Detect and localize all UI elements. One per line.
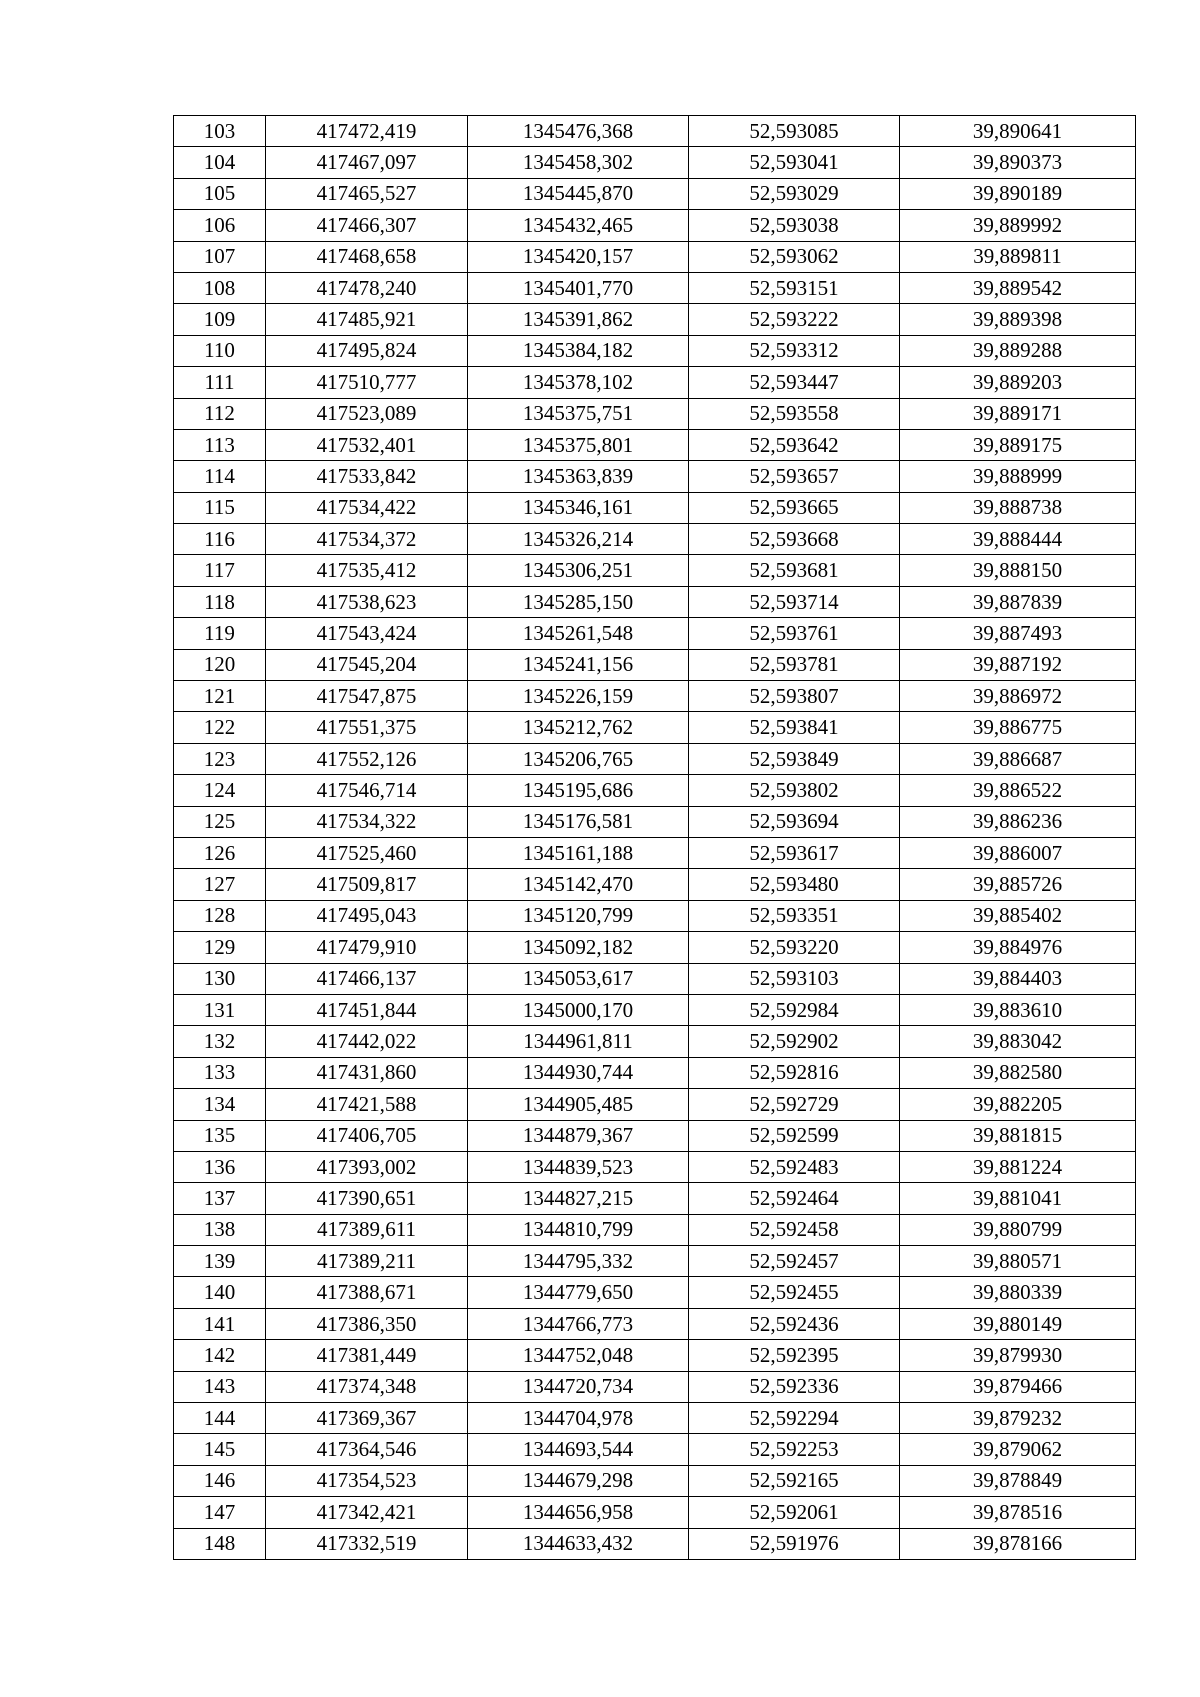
table-row	[174, 712, 1136, 743]
y-coordinate-cell: 1345378,102	[468, 367, 689, 398]
table-row	[174, 1340, 1136, 1371]
latitude-cell: 52,593841	[689, 712, 900, 743]
longitude-cell: 39,886687	[900, 743, 1136, 774]
latitude-cell: 52,592902	[689, 1026, 900, 1057]
y-coordinate-cell: 1345363,839	[468, 461, 689, 492]
longitude-cell: 39,886972	[900, 681, 1136, 712]
longitude-cell: 39,889203	[900, 367, 1136, 398]
latitude-cell: 52,592458	[689, 1214, 900, 1245]
longitude-cell: 39,880339	[900, 1277, 1136, 1308]
x-coordinate-cell: 417533,842	[266, 461, 468, 492]
latitude-cell: 52,593761	[689, 618, 900, 649]
longitude-cell: 39,889811	[900, 241, 1136, 272]
x-coordinate-cell: 417354,523	[266, 1465, 468, 1496]
latitude-cell: 52,592061	[689, 1497, 900, 1528]
y-coordinate-cell: 1345476,368	[468, 116, 689, 147]
table-row	[174, 1214, 1136, 1245]
longitude-cell: 39,887839	[900, 586, 1136, 617]
x-coordinate-cell: 417485,921	[266, 304, 468, 335]
table-row	[174, 272, 1136, 303]
point-number-cell: 134	[174, 1089, 266, 1120]
x-coordinate-cell: 417478,240	[266, 272, 468, 303]
x-coordinate-cell: 417545,204	[266, 649, 468, 680]
longitude-cell: 39,878849	[900, 1465, 1136, 1496]
y-coordinate-cell: 1345458,302	[468, 147, 689, 178]
table-row	[174, 241, 1136, 272]
latitude-cell: 52,592294	[689, 1403, 900, 1434]
point-number-cell: 120	[174, 649, 266, 680]
point-number-cell: 107	[174, 241, 266, 272]
longitude-cell: 39,879930	[900, 1340, 1136, 1371]
point-number-cell: 114	[174, 461, 266, 492]
point-number-cell: 122	[174, 712, 266, 743]
latitude-cell: 52,592395	[689, 1340, 900, 1371]
longitude-cell: 39,886775	[900, 712, 1136, 743]
table-row	[174, 1308, 1136, 1339]
x-coordinate-cell: 417386,350	[266, 1308, 468, 1339]
y-coordinate-cell: 1344679,298	[468, 1465, 689, 1496]
x-coordinate-cell: 417532,401	[266, 429, 468, 460]
latitude-cell: 52,593351	[689, 900, 900, 931]
longitude-cell: 39,890373	[900, 147, 1136, 178]
point-number-cell: 118	[174, 586, 266, 617]
x-coordinate-cell: 417332,519	[266, 1528, 468, 1559]
latitude-cell: 52,592457	[689, 1246, 900, 1277]
table-row	[174, 1465, 1136, 1496]
point-number-cell: 137	[174, 1183, 266, 1214]
table-row	[174, 994, 1136, 1025]
x-coordinate-cell: 417472,419	[266, 116, 468, 147]
y-coordinate-cell: 1344779,650	[468, 1277, 689, 1308]
point-number-cell: 135	[174, 1120, 266, 1151]
latitude-cell: 52,593151	[689, 272, 900, 303]
longitude-cell: 39,879062	[900, 1434, 1136, 1465]
y-coordinate-cell: 1345445,870	[468, 178, 689, 209]
y-coordinate-cell: 1344810,799	[468, 1214, 689, 1245]
table-row	[174, 1403, 1136, 1434]
x-coordinate-cell: 417538,623	[266, 586, 468, 617]
table-row	[174, 1089, 1136, 1120]
y-coordinate-cell: 1345401,770	[468, 272, 689, 303]
latitude-cell: 52,593642	[689, 429, 900, 460]
point-number-cell: 143	[174, 1371, 266, 1402]
x-coordinate-cell: 417535,412	[266, 555, 468, 586]
latitude-cell: 52,592253	[689, 1434, 900, 1465]
x-coordinate-cell: 417442,022	[266, 1026, 468, 1057]
table-row	[174, 1497, 1136, 1528]
longitude-cell: 39,879466	[900, 1371, 1136, 1402]
x-coordinate-cell: 417451,844	[266, 994, 468, 1025]
latitude-cell: 52,593222	[689, 304, 900, 335]
latitude-cell: 52,593220	[689, 932, 900, 963]
y-coordinate-cell: 1344752,048	[468, 1340, 689, 1371]
latitude-cell: 52,592455	[689, 1277, 900, 1308]
x-coordinate-cell: 417534,372	[266, 524, 468, 555]
point-number-cell: 142	[174, 1340, 266, 1371]
latitude-cell: 52,592816	[689, 1057, 900, 1088]
y-coordinate-cell: 1344633,432	[468, 1528, 689, 1559]
longitude-cell: 39,885726	[900, 869, 1136, 900]
x-coordinate-cell: 417543,424	[266, 618, 468, 649]
table-row	[174, 1434, 1136, 1465]
latitude-cell: 52,593480	[689, 869, 900, 900]
x-coordinate-cell: 417466,137	[266, 963, 468, 994]
longitude-cell: 39,889288	[900, 335, 1136, 366]
latitude-cell: 52,592464	[689, 1183, 900, 1214]
latitude-cell: 52,593041	[689, 147, 900, 178]
longitude-cell: 39,889542	[900, 272, 1136, 303]
x-coordinate-cell: 417342,421	[266, 1497, 468, 1528]
point-number-cell: 146	[174, 1465, 266, 1496]
longitude-cell: 39,884403	[900, 963, 1136, 994]
y-coordinate-cell: 1345053,617	[468, 963, 689, 994]
point-number-cell: 115	[174, 492, 266, 523]
latitude-cell: 52,592729	[689, 1089, 900, 1120]
longitude-cell: 39,886236	[900, 806, 1136, 837]
longitude-cell: 39,881815	[900, 1120, 1136, 1151]
x-coordinate-cell: 417479,910	[266, 932, 468, 963]
x-coordinate-cell: 417374,348	[266, 1371, 468, 1402]
point-number-cell: 105	[174, 178, 266, 209]
latitude-cell: 52,593657	[689, 461, 900, 492]
longitude-cell: 39,889398	[900, 304, 1136, 335]
y-coordinate-cell: 1344766,773	[468, 1308, 689, 1339]
longitude-cell: 39,878516	[900, 1497, 1136, 1528]
table-row	[174, 869, 1136, 900]
longitude-cell: 39,890641	[900, 116, 1136, 147]
table-row	[174, 461, 1136, 492]
longitude-cell: 39,880571	[900, 1246, 1136, 1277]
x-coordinate-cell: 417364,546	[266, 1434, 468, 1465]
y-coordinate-cell: 1345261,548	[468, 618, 689, 649]
latitude-cell: 52,592336	[689, 1371, 900, 1402]
point-number-cell: 127	[174, 869, 266, 900]
point-number-cell: 117	[174, 555, 266, 586]
table-row	[174, 147, 1136, 178]
x-coordinate-cell: 417534,322	[266, 806, 468, 837]
table-row	[174, 367, 1136, 398]
longitude-cell: 39,881041	[900, 1183, 1136, 1214]
longitude-cell: 39,880799	[900, 1214, 1136, 1245]
y-coordinate-cell: 1345375,751	[468, 398, 689, 429]
table-row	[174, 524, 1136, 555]
longitude-cell: 39,889171	[900, 398, 1136, 429]
longitude-cell: 39,886522	[900, 775, 1136, 806]
y-coordinate-cell: 1345391,862	[468, 304, 689, 335]
y-coordinate-cell: 1345375,801	[468, 429, 689, 460]
table-row	[174, 900, 1136, 931]
longitude-cell: 39,879232	[900, 1403, 1136, 1434]
y-coordinate-cell: 1344905,485	[468, 1089, 689, 1120]
point-number-cell: 128	[174, 900, 266, 931]
y-coordinate-cell: 1344879,367	[468, 1120, 689, 1151]
y-coordinate-cell: 1345226,159	[468, 681, 689, 712]
x-coordinate-cell: 417552,126	[266, 743, 468, 774]
y-coordinate-cell: 1345206,765	[468, 743, 689, 774]
table-row	[174, 1183, 1136, 1214]
y-coordinate-cell: 1344656,958	[468, 1497, 689, 1528]
y-coordinate-cell: 1344839,523	[468, 1151, 689, 1182]
table-row	[174, 304, 1136, 335]
table-row	[174, 775, 1136, 806]
y-coordinate-cell: 1345120,799	[468, 900, 689, 931]
point-number-cell: 124	[174, 775, 266, 806]
table-row	[174, 492, 1136, 523]
y-coordinate-cell: 1345326,214	[468, 524, 689, 555]
x-coordinate-cell: 417393,002	[266, 1151, 468, 1182]
longitude-cell: 39,889175	[900, 429, 1136, 460]
latitude-cell: 52,593029	[689, 178, 900, 209]
point-number-cell: 133	[174, 1057, 266, 1088]
x-coordinate-cell: 417523,089	[266, 398, 468, 429]
y-coordinate-cell: 1345432,465	[468, 210, 689, 241]
latitude-cell: 52,593694	[689, 806, 900, 837]
longitude-cell: 39,883610	[900, 994, 1136, 1025]
latitude-cell: 52,592483	[689, 1151, 900, 1182]
longitude-cell: 39,887192	[900, 649, 1136, 680]
point-number-cell: 132	[174, 1026, 266, 1057]
latitude-cell: 52,593849	[689, 743, 900, 774]
point-number-cell: 126	[174, 837, 266, 868]
longitude-cell: 39,889992	[900, 210, 1136, 241]
point-number-cell: 141	[174, 1308, 266, 1339]
latitude-cell: 52,592599	[689, 1120, 900, 1151]
latitude-cell: 52,593062	[689, 241, 900, 272]
point-number-cell: 108	[174, 272, 266, 303]
x-coordinate-cell: 417525,460	[266, 837, 468, 868]
longitude-cell: 39,882580	[900, 1057, 1136, 1088]
longitude-cell: 39,878166	[900, 1528, 1136, 1559]
latitude-cell: 52,593668	[689, 524, 900, 555]
x-coordinate-cell: 417388,671	[266, 1277, 468, 1308]
point-number-cell: 145	[174, 1434, 266, 1465]
point-number-cell: 139	[174, 1246, 266, 1277]
point-number-cell: 140	[174, 1277, 266, 1308]
y-coordinate-cell: 1345285,150	[468, 586, 689, 617]
point-number-cell: 129	[174, 932, 266, 963]
latitude-cell: 52,593085	[689, 116, 900, 147]
y-coordinate-cell: 1345306,251	[468, 555, 689, 586]
table-row	[174, 681, 1136, 712]
table-row	[174, 210, 1136, 241]
point-number-cell: 125	[174, 806, 266, 837]
x-coordinate-cell: 417381,449	[266, 1340, 468, 1371]
longitude-cell: 39,890189	[900, 178, 1136, 209]
coordinates-table-body	[174, 116, 1136, 1560]
table-row	[174, 178, 1136, 209]
point-number-cell: 116	[174, 524, 266, 555]
y-coordinate-cell: 1345092,182	[468, 932, 689, 963]
coordinates-table	[173, 115, 1136, 1560]
y-coordinate-cell: 1345384,182	[468, 335, 689, 366]
table-row	[174, 1371, 1136, 1402]
x-coordinate-cell: 417551,375	[266, 712, 468, 743]
longitude-cell: 39,888999	[900, 461, 1136, 492]
table-row	[174, 555, 1136, 586]
longitude-cell: 39,884976	[900, 932, 1136, 963]
table-row	[174, 618, 1136, 649]
latitude-cell: 52,593038	[689, 210, 900, 241]
point-number-cell: 121	[174, 681, 266, 712]
y-coordinate-cell: 1345346,161	[468, 492, 689, 523]
x-coordinate-cell: 417390,651	[266, 1183, 468, 1214]
latitude-cell: 52,593558	[689, 398, 900, 429]
x-coordinate-cell: 417389,211	[266, 1246, 468, 1277]
point-number-cell: 148	[174, 1528, 266, 1559]
latitude-cell: 52,592436	[689, 1308, 900, 1339]
y-coordinate-cell: 1345000,170	[468, 994, 689, 1025]
y-coordinate-cell: 1345142,470	[468, 869, 689, 900]
latitude-cell: 52,593807	[689, 681, 900, 712]
y-coordinate-cell: 1345420,157	[468, 241, 689, 272]
x-coordinate-cell: 417467,097	[266, 147, 468, 178]
point-number-cell: 109	[174, 304, 266, 335]
point-number-cell: 112	[174, 398, 266, 429]
point-number-cell: 103	[174, 116, 266, 147]
x-coordinate-cell: 417466,307	[266, 210, 468, 241]
latitude-cell: 52,592984	[689, 994, 900, 1025]
y-coordinate-cell: 1344930,744	[468, 1057, 689, 1088]
table-row	[174, 586, 1136, 617]
point-number-cell: 113	[174, 429, 266, 460]
y-coordinate-cell: 1344827,215	[468, 1183, 689, 1214]
table-row	[174, 1528, 1136, 1559]
x-coordinate-cell: 417547,875	[266, 681, 468, 712]
x-coordinate-cell: 417389,611	[266, 1214, 468, 1245]
x-coordinate-cell: 417546,714	[266, 775, 468, 806]
point-number-cell: 147	[174, 1497, 266, 1528]
x-coordinate-cell: 417534,422	[266, 492, 468, 523]
point-number-cell: 104	[174, 147, 266, 178]
table-row	[174, 1246, 1136, 1277]
x-coordinate-cell: 417510,777	[266, 367, 468, 398]
longitude-cell: 39,888150	[900, 555, 1136, 586]
longitude-cell: 39,885402	[900, 900, 1136, 931]
longitude-cell: 39,886007	[900, 837, 1136, 868]
x-coordinate-cell: 417509,817	[266, 869, 468, 900]
point-number-cell: 123	[174, 743, 266, 774]
y-coordinate-cell: 1345176,581	[468, 806, 689, 837]
table-row	[174, 932, 1136, 963]
table-row	[174, 837, 1136, 868]
x-coordinate-cell: 417431,860	[266, 1057, 468, 1088]
table-row	[174, 398, 1136, 429]
latitude-cell: 52,593103	[689, 963, 900, 994]
longitude-cell: 39,887493	[900, 618, 1136, 649]
table-row	[174, 649, 1136, 680]
latitude-cell: 52,593447	[689, 367, 900, 398]
longitude-cell: 39,880149	[900, 1308, 1136, 1339]
x-coordinate-cell: 417406,705	[266, 1120, 468, 1151]
latitude-cell: 52,593781	[689, 649, 900, 680]
longitude-cell: 39,888444	[900, 524, 1136, 555]
point-number-cell: 106	[174, 210, 266, 241]
point-number-cell: 111	[174, 367, 266, 398]
x-coordinate-cell: 417465,527	[266, 178, 468, 209]
y-coordinate-cell: 1345241,156	[468, 649, 689, 680]
point-number-cell: 144	[174, 1403, 266, 1434]
point-number-cell: 138	[174, 1214, 266, 1245]
latitude-cell: 52,592165	[689, 1465, 900, 1496]
table-row	[174, 116, 1136, 147]
longitude-cell: 39,881224	[900, 1151, 1136, 1182]
point-number-cell: 131	[174, 994, 266, 1025]
latitude-cell: 52,593714	[689, 586, 900, 617]
x-coordinate-cell: 417421,588	[266, 1089, 468, 1120]
y-coordinate-cell: 1344961,811	[468, 1026, 689, 1057]
y-coordinate-cell: 1345161,188	[468, 837, 689, 868]
y-coordinate-cell: 1345195,686	[468, 775, 689, 806]
latitude-cell: 52,593617	[689, 837, 900, 868]
point-number-cell: 136	[174, 1151, 266, 1182]
table-row	[174, 1057, 1136, 1088]
longitude-cell: 39,883042	[900, 1026, 1136, 1057]
table-row	[174, 963, 1136, 994]
table-row	[174, 743, 1136, 774]
table-row	[174, 1120, 1136, 1151]
latitude-cell: 52,593665	[689, 492, 900, 523]
table-row	[174, 429, 1136, 460]
table-row	[174, 335, 1136, 366]
longitude-cell: 39,882205	[900, 1089, 1136, 1120]
table-row	[174, 1277, 1136, 1308]
table-row	[174, 1151, 1136, 1182]
table-row	[174, 1026, 1136, 1057]
x-coordinate-cell: 417495,824	[266, 335, 468, 366]
point-number-cell: 119	[174, 618, 266, 649]
x-coordinate-cell: 417495,043	[266, 900, 468, 931]
longitude-cell: 39,888738	[900, 492, 1136, 523]
latitude-cell: 52,593802	[689, 775, 900, 806]
x-coordinate-cell: 417468,658	[266, 241, 468, 272]
x-coordinate-cell: 417369,367	[266, 1403, 468, 1434]
table-row	[174, 806, 1136, 837]
y-coordinate-cell: 1344704,978	[468, 1403, 689, 1434]
latitude-cell: 52,591976	[689, 1528, 900, 1559]
y-coordinate-cell: 1345212,762	[468, 712, 689, 743]
y-coordinate-cell: 1344795,332	[468, 1246, 689, 1277]
latitude-cell: 52,593312	[689, 335, 900, 366]
latitude-cell: 52,593681	[689, 555, 900, 586]
point-number-cell: 130	[174, 963, 266, 994]
point-number-cell: 110	[174, 335, 266, 366]
y-coordinate-cell: 1344720,734	[468, 1371, 689, 1402]
y-coordinate-cell: 1344693,544	[468, 1434, 689, 1465]
